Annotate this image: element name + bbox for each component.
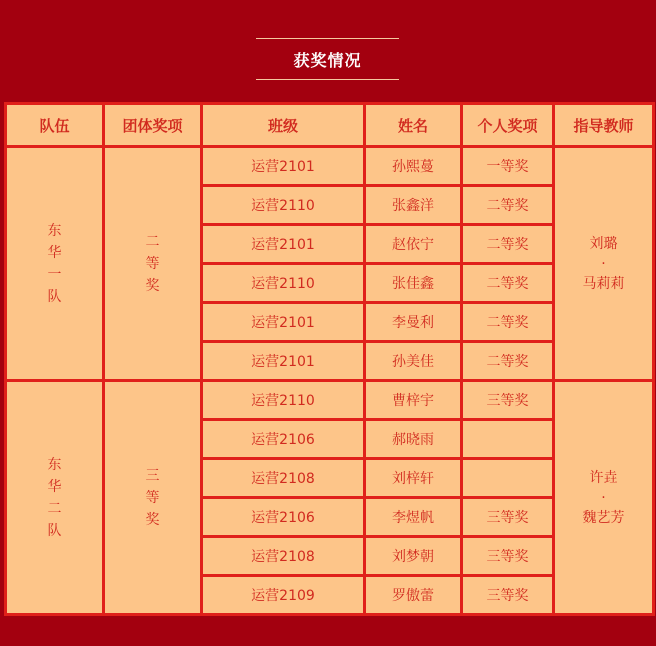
group-award-char: 等 <box>145 489 160 506</box>
header-team: 队伍 <box>6 104 104 147</box>
individual-award-cell: 二等奖 <box>462 264 554 303</box>
individual-award-cell: 二等奖 <box>462 186 554 225</box>
class-cell: 运营2106 <box>202 498 365 537</box>
class-cell: 运营2101 <box>202 303 365 342</box>
header-row <box>6 104 654 147</box>
class-cell: 运营2108 <box>202 537 365 576</box>
class-cell: 运营2110 <box>202 186 365 225</box>
group-award-char: 奖 <box>145 511 160 528</box>
individual-award-cell: 三等奖 <box>462 576 554 615</box>
teacher-separator: · <box>601 255 606 272</box>
class-cell: 运营2101 <box>202 147 365 186</box>
team-name-char: 队 <box>47 522 62 539</box>
individual-award-cell: 一等奖 <box>462 147 554 186</box>
group-award-cell <box>104 381 202 615</box>
group-award-char: 二 <box>145 233 160 250</box>
group-award-char: 等 <box>145 255 160 272</box>
team-name-char: 队 <box>47 288 62 305</box>
student-name-cell: 孙熙蔓 <box>365 147 462 186</box>
header-individual-award: 个人奖项 <box>462 104 554 147</box>
class-cell: 运营2110 <box>202 381 365 420</box>
student-name-cell: 李曼利 <box>365 303 462 342</box>
class-cell: 运营2106 <box>202 420 365 459</box>
team-name-char: 一 <box>47 266 62 283</box>
student-name-cell: 刘梦朝 <box>365 537 462 576</box>
team-name-cell <box>6 147 104 381</box>
title-frame <box>256 38 399 80</box>
class-cell: 运营2109 <box>202 576 365 615</box>
group-award-char: 奖 <box>145 277 160 294</box>
team-name-char: 东 <box>47 456 62 473</box>
header-class: 班级 <box>202 104 365 147</box>
individual-award-cell: 三等奖 <box>462 381 554 420</box>
group-award-char: 三 <box>145 467 160 484</box>
class-cell: 运营2110 <box>202 264 365 303</box>
team-name-char: 东 <box>47 222 62 239</box>
individual-award-cell <box>462 420 554 459</box>
student-name-cell: 张鑫洋 <box>365 186 462 225</box>
student-name-cell: 李煜帆 <box>365 498 462 537</box>
student-name-cell: 曹梓宇 <box>365 381 462 420</box>
teacher-name: 马莉莉 <box>582 275 625 292</box>
student-name-cell: 赵依宁 <box>365 225 462 264</box>
student-name-cell: 罗傲蕾 <box>365 576 462 615</box>
class-cell: 运营2108 <box>202 459 365 498</box>
individual-award-cell <box>462 459 554 498</box>
teacher-name: 魏艺芳 <box>582 509 625 526</box>
table-row <box>6 381 654 420</box>
student-name-cell: 孙美佳 <box>365 342 462 381</box>
individual-award-cell: 三等奖 <box>462 498 554 537</box>
individual-award-cell: 三等奖 <box>462 537 554 576</box>
header-group-award: 团体奖项 <box>104 104 202 147</box>
teacher-cell <box>554 147 654 381</box>
student-name-cell: 张佳鑫 <box>365 264 462 303</box>
group-award-cell <box>104 147 202 381</box>
team-name-char: 华 <box>47 478 62 495</box>
team-name-char: 二 <box>47 500 62 517</box>
page-header <box>0 0 656 102</box>
individual-award-cell: 二等奖 <box>462 342 554 381</box>
page-title: 获奖情况 <box>293 50 362 70</box>
teacher-name: 许垚 <box>589 469 618 486</box>
team-name-cell <box>6 381 104 615</box>
table-row <box>6 147 654 186</box>
teacher-cell <box>554 381 654 615</box>
awards-table <box>4 102 655 616</box>
class-cell: 运营2101 <box>202 225 365 264</box>
header-teacher: 指导教师 <box>554 104 654 147</box>
student-name-cell: 刘梓轩 <box>365 459 462 498</box>
individual-award-cell: 二等奖 <box>462 225 554 264</box>
individual-award-cell: 二等奖 <box>462 303 554 342</box>
teacher-separator: · <box>601 489 606 506</box>
student-name-cell: 郝晓雨 <box>365 420 462 459</box>
header-name: 姓名 <box>365 104 462 147</box>
team-name-char: 华 <box>47 244 62 261</box>
class-cell: 运营2101 <box>202 342 365 381</box>
teacher-name: 刘璐 <box>589 235 618 252</box>
